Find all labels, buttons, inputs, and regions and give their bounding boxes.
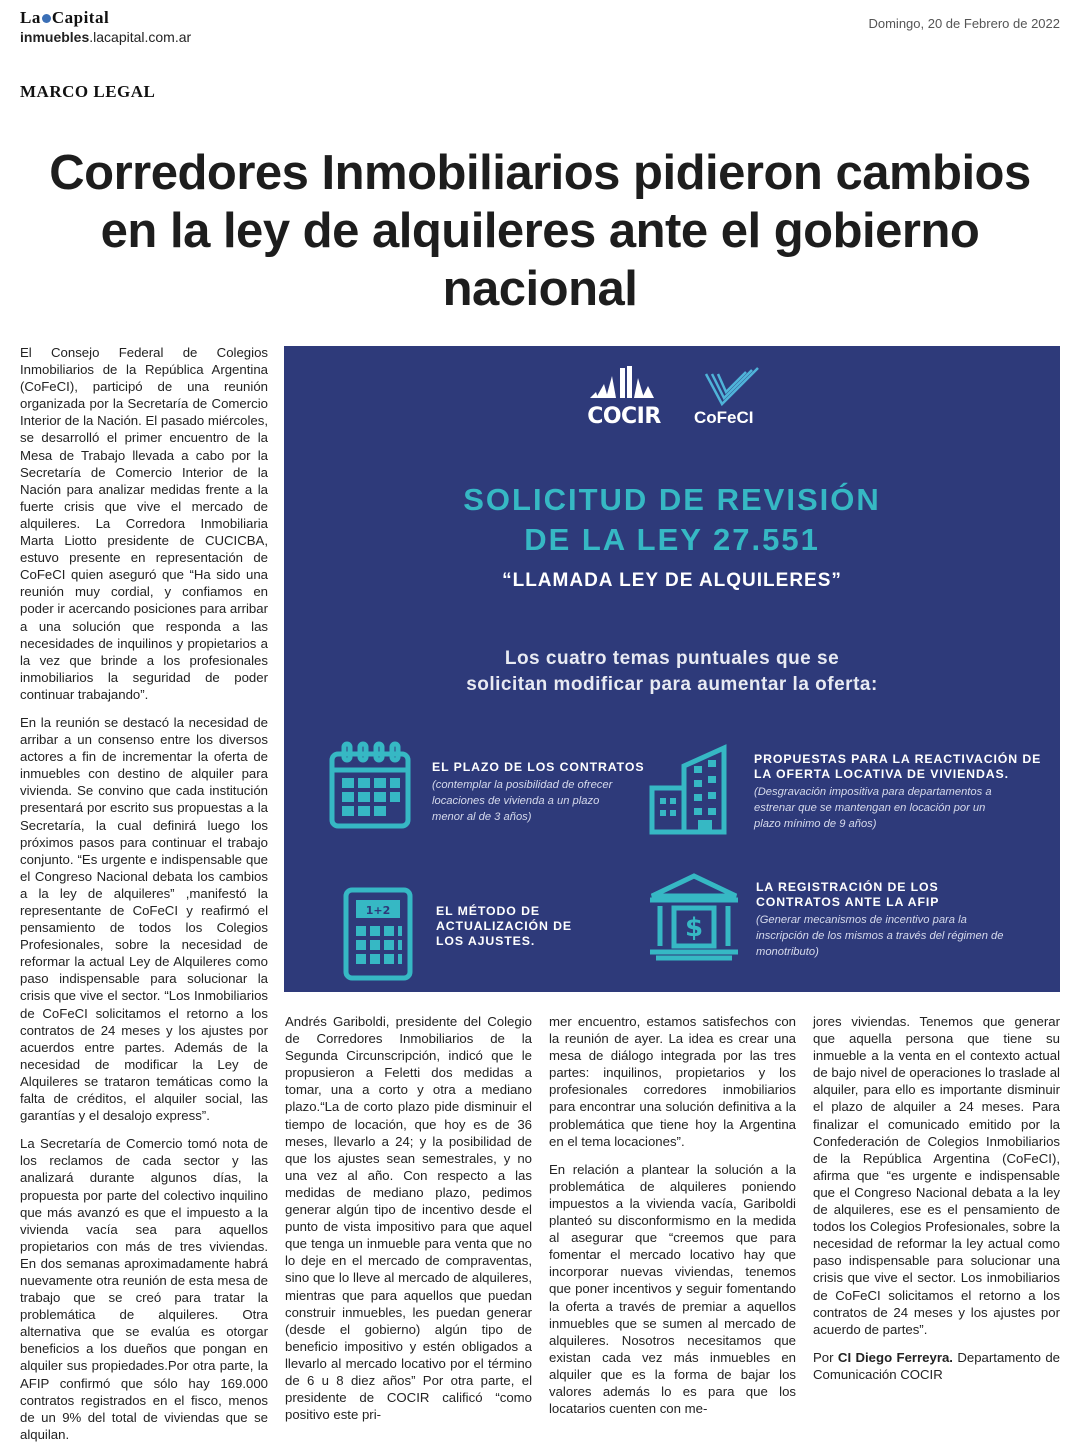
cofeci-logo-icon [702, 366, 762, 406]
infographic-subtitle: “LLAMADA LEY DE ALQUILERES” [502, 570, 842, 591]
byline: Por CI Diego Ferreyra. Departamento de Comunicación COCIR [813, 1349, 1060, 1382]
article-column-3 [549, 1013, 796, 1428]
paragraph: El Consejo Federal de Colegios Inmobiliarios de la República Argentina (CoFeCI), participó de una reunión organizada por la Secretaría de Comercio Interior de la Nación. El pasado miércoles, se desarrolló el primer encuentro de la Mesa de Trabajo llevada a cabo por la Secretaría de Comercio Interior de la Nación para analizar medidas frente a la fuerte crisis que vive el mercado de alquileres. La Corredora Inmobiliaria Marta Liotto presidente de CUCICBA, estuvo presente en representación de CoFeCI quien aseguró que “Ha sido una reunión muy cordial, y confiamos en poder ir acercando posiciones para arribar a una solución que responda a las necesidades de inquilinos y propietarios a la vez que brinde a los profesionales inmobiliarios la seguridad de poder continuar trabajando”. [20, 345, 268, 702]
cocir-label: COCIR [587, 404, 661, 429]
calculator-icon [342, 886, 414, 982]
paragraph: La Secretaría de Comercio tomó nota de los reclamos de cada sector y las analizará durante algunos días, la propuesta por parte del colectivo inquilino que más avanzó es que el impuesto a la vivienda vacía sea para aquellos propietarios con más de tres viviendas. En dos semanas aproximadamente habrá nuevamente otra reunión de esta mesa de trabajo que se creó para tratar la problemática de alquileres. Otra alternativa que se evalúa es otorgar beneficios a los dueños que pongan en alquiler sus propiedades.Por otra parte, la AFIP confirmó que sólo hay 169.000 contratos registrados en el fisco, menos de un 9% del total de viviendas que se alquilan. [20, 1136, 268, 1442]
item-description: (Desgravación impositiva para departamentos a estrenar que se mantengan en locación por un plazo mínimo de 9 años) [754, 786, 992, 830]
item-title: LA REGISTRACIÓN DE LOS CONTRATOS ANTE LA AFIP [756, 880, 940, 909]
paragraph: Andrés Gariboldi, presidente del Colegio de Corredores Inmobiliarios de la Segunda Circunscripción, indicó que le propusieron a Feletti dos medidas a tomar, una a corto y otra a mediano plazo.“La de corto plazo pide disminuir el tiempo de locación, que hoy es de 36 meses, llevarlo a 24; y la posibilidad de que los ajustes sean semestrales, y no una vez al año. Con respecto a las medidas de mediano plazo, pedimos generar algún tipo de incentivo desde el punto de vista impositivo para que aquel que tenga un inmueble para venta que no lo deje en el mercado de compraventas, sino que lo lleve al mercado de alquileres, mientras que para aquellos que puedan construir inmuebles, les puedan generar (desde el gobierno) algún tipo de beneficio impositivo y estén obligados a llevarlo al mercado locativo por el término de 6 u 8 diez años” Por otra parte, el presidente de COCIR calificó “como positivo este pri- [285, 1014, 532, 1423]
site-url[interactable]: inmuebles.lacapital.com.ar [20, 29, 192, 45]
article-column-4 [813, 1013, 1060, 1394]
infographic [284, 346, 1060, 992]
calendar-icon [328, 740, 412, 832]
paragraph: En la reunión se destacó la necesidad de arribar a un consenso entre los diversos actores a fin de incrementar la oferta de inmuebles con destino de alquiler para vivienda. Se convino que cada institución presentará por escrito sus propuestas a la Secretaría, la cual definirá luego los próximos pasos para continuar el trabajo conjunto. “Es urgente e indispensable que el Congreso Nacional debata los cambios a la ley de alquileres” ,manifestó la representante de CoFeCI y reafirmó el pensamiento de todos los Colegios Profesionales, sobre la necesidad de reformar la actual Ley de Alquileres como paso indispensable para solucionar la crisis que vive el sector. “Los Inmobiliarios de CoFeCI solicitamos el retorno a los contratos de 24 meses y los ajustes por acuerdos entre partes. Además de la necesidad de modificar la Ley de Alquileres se trataron temáticas como la falta de créditos, el alquiler social, las garantías y el desalojo express”. [20, 714, 268, 1124]
item-title: PROPUESTAS PARA LA REACTIVACIÓN DE LA OFERTA LOCATIVA DE VIVIENDAS. [754, 752, 1042, 781]
bank-icon [646, 872, 742, 962]
masthead [20, 8, 191, 45]
infographic-intro: Los cuatro temas puntuales que se solicitan modificar para aumentar la oferta: [466, 648, 878, 695]
infographic-title: SOLICITUD DE REVISIÓN DE LA LEY 27.551 [463, 482, 881, 557]
item-title: EL PLAZO DE LOS CONTRATOS [432, 760, 645, 774]
article-column-2 [285, 1013, 532, 1434]
publication-date: Domingo, 20 de Febrero de 2022 [868, 16, 1060, 31]
logo-globe-icon [42, 14, 51, 23]
paragraph: En relación a plantear la solución a la problemática de alquileres poniendo impuestos a la vivienda vacía, Gariboldi planteó su disconformismo en la medida al asegurar que “creemos que para fomentar el mercado locativo hay que incorporar nuevas viviendas, tenemos que poner incentivos y seguir fomentando la oferta a través de premiar a aquellos inmuebles que se sumen al mercado de alquileres. Nosotros necesitamos que existan cada vez más inmuebles en alquiler que es la forma de bajar los valores además lo es para que los locatarios cuenten con me- [549, 1161, 796, 1417]
calc-display: 1+2 [365, 904, 391, 917]
item-description: (contemplar la posibilidad de ofrecer locaciones de vivienda a un plazo menor al de 3 años) [432, 779, 613, 823]
item-description: (Generar mecanismos de incentivo para la inscripción de los mismos a través del régimen de monotributo) [756, 914, 1004, 958]
article-column-1 [20, 344, 268, 1454]
paragraph: jores viviendas. Tenemos que generar que aquella persona que tiene su inmueble a la venta en el contexto actual de bajo nivel de operaciones lo traslade al alquiler, para ello es importante disminuir el plazo de alquiler a 24 meses. Para finalizar el comunicado emitido por la Confederación de Colegios Inmobiliarios de la República Argentina (CoFeCI), afirma que “es urgente e indispensable que el Congreso Nacional debata a la ley de alquileres, ese es el pensamiento de todos los Colegios Profesionales, sobre la necesidad de reformar la ley actual como paso indispensable para solucionar una crisis que vive el sector. Los inmobiliarios de CoFeCI solicitamos el retorno a los contratos de 24 meses y los ajustes por acuerdo de partes”. [813, 1014, 1060, 1337]
newspaper-logo[interactable]: La Capital [20, 8, 110, 27]
headline: Corredores Inmobiliarios pidieron cambios en la ley de alquileres ante el gobierno nacional [49, 146, 1031, 316]
section-label: MARCO LEGAL [20, 82, 156, 101]
svg-text:$: $ [684, 913, 704, 943]
buildings-icon [648, 744, 734, 836]
paragraph: mer encuentro, estamos satisfechos con la reunión de ayer. La idea es crear una mesa de diálogo integrada por las tres partes: inquilinos, propietarios y los profesionales corredores inmobiliarios para encontrar una solución definitiva a la problemática que tiene hoy la Argentina en el tema locaciones”. [549, 1014, 796, 1149]
item-title: EL MÉTODO DE ACTUALIZACIÓN DE LOS AJUSTES. [436, 904, 572, 948]
cofeci-label: CoFeCI [694, 408, 754, 427]
